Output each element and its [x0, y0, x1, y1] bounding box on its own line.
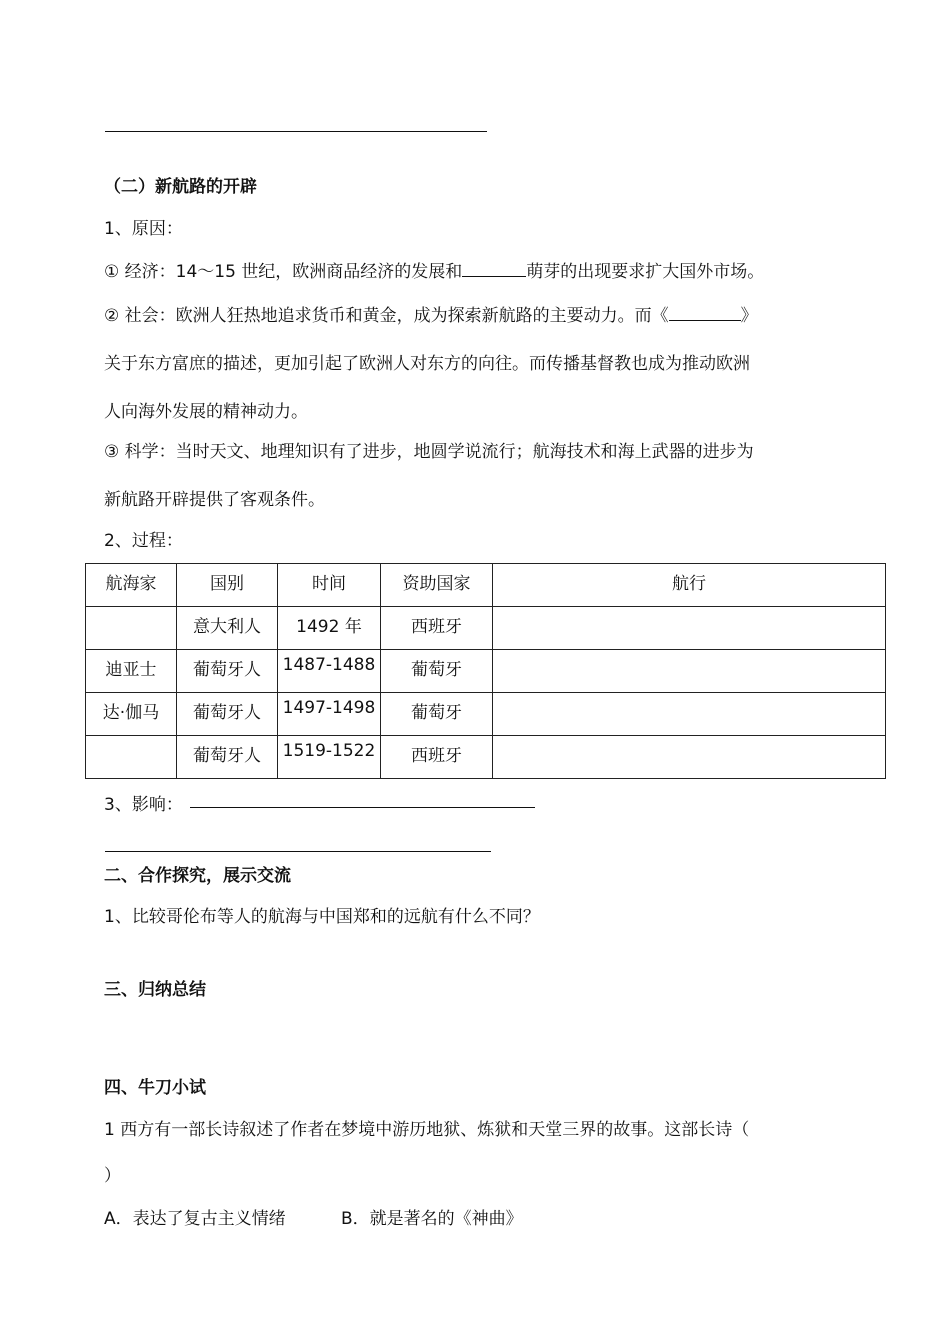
cause-society-text-b: 》 — [740, 306, 758, 326]
table-cell: 1487-1488 — [278, 650, 381, 693]
table-header-cell: 国别 — [177, 564, 278, 607]
section2-title: 二、合作探究，展示交流 — [104, 866, 291, 886]
table-cell-voyage[interactable] — [493, 736, 886, 779]
cause-label: 1、原因： — [104, 219, 183, 239]
fill-blank-economy[interactable] — [462, 262, 526, 277]
table-cell: 西班牙 — [381, 736, 493, 779]
cause-society-line2: 关于东方富庶的描述，更加引起了欧洲人对东方的向往。而传播基督教也成为推动欧洲 — [104, 354, 750, 374]
cause-society-line1 — [104, 301, 758, 326]
table-cell: 葡萄牙人 — [177, 736, 278, 779]
table-header-row — [86, 564, 886, 607]
answer-line-top — [105, 131, 487, 132]
cause-economy-text-b: 萌芽的出现要求扩大国外市场。 — [526, 262, 765, 282]
cause-society-line3: 人向海外发展的精神动力。 — [104, 402, 308, 422]
table-cell-navigator: 迪亚士 — [86, 650, 177, 693]
table-cell: 意大利人 — [177, 607, 278, 650]
table-row — [86, 607, 886, 650]
cause-science-line1: ③ 科学：当时天文、地理知识有了进步，地圆学说流行；航海技术和海上武器的进步为 — [104, 442, 754, 462]
cause-society-text-a: ② 社会：欧洲人狂热地追求货币和黄金，成为探索新航路的主要动力。而《 — [104, 306, 669, 326]
impact-label: 3、影响： — [104, 795, 183, 815]
section-title: （二）新航路的开辟 — [104, 177, 257, 197]
voyage-table — [85, 563, 886, 779]
table-cell: 葡萄牙 — [381, 650, 493, 693]
table-header-cell: 航行 — [493, 564, 886, 607]
process-label: 2、过程： — [104, 531, 183, 551]
section4-question-line1: 1 西方有一部长诗叙述了作者在梦境中游历地狱、炼狱和天堂三界的故事。这部长诗（ — [104, 1120, 750, 1140]
table-cell-voyage[interactable] — [493, 693, 886, 736]
table-cell-voyage[interactable] — [493, 607, 886, 650]
table-cell: 葡萄牙人 — [177, 693, 278, 736]
table-cell: 1519-1522 — [278, 736, 381, 779]
table-cell: 1492 年 — [278, 607, 381, 650]
table-row — [86, 693, 886, 736]
cause-science-line2: 新航路开辟提供了客观条件。 — [104, 490, 325, 510]
section4-title: 四、牛刀小试 — [104, 1078, 206, 1098]
table-cell-navigator[interactable] — [86, 736, 177, 779]
table-cell: 葡萄牙 — [381, 693, 493, 736]
option-b[interactable]: B．就是著名的《神曲》 — [341, 1209, 523, 1229]
section3-title: 三、归纳总结 — [104, 980, 206, 1000]
table-cell-navigator: 达·伽马 — [86, 693, 177, 736]
answer-line-impact[interactable] — [190, 807, 535, 808]
table-cell-voyage[interactable] — [493, 650, 886, 693]
table-cell-navigator[interactable] — [86, 607, 177, 650]
section4-question-line2: ） — [104, 1166, 121, 1186]
section2-question: 1、比较哥伦布等人的航海与中国郑和的远航有什么不同？ — [104, 907, 540, 927]
cause-economy-text-a: ① 经济：14～15 世纪，欧洲商品经济的发展和 — [104, 262, 463, 282]
table-cell: 西班牙 — [381, 607, 493, 650]
table-header-cell: 时间 — [278, 564, 381, 607]
table-cell: 1497-1498 — [278, 693, 381, 736]
option-a[interactable]: A．表达了复古主义情绪 — [104, 1209, 286, 1229]
cause-economy — [104, 257, 764, 282]
table-row — [86, 736, 886, 779]
fill-blank-book[interactable] — [669, 306, 741, 321]
table-header-cell: 航海家 — [86, 564, 177, 607]
table-cell: 葡萄牙人 — [177, 650, 278, 693]
table-header-cell: 资助国家 — [381, 564, 493, 607]
answer-line-impact-2[interactable] — [105, 851, 491, 852]
table-row — [86, 650, 886, 693]
